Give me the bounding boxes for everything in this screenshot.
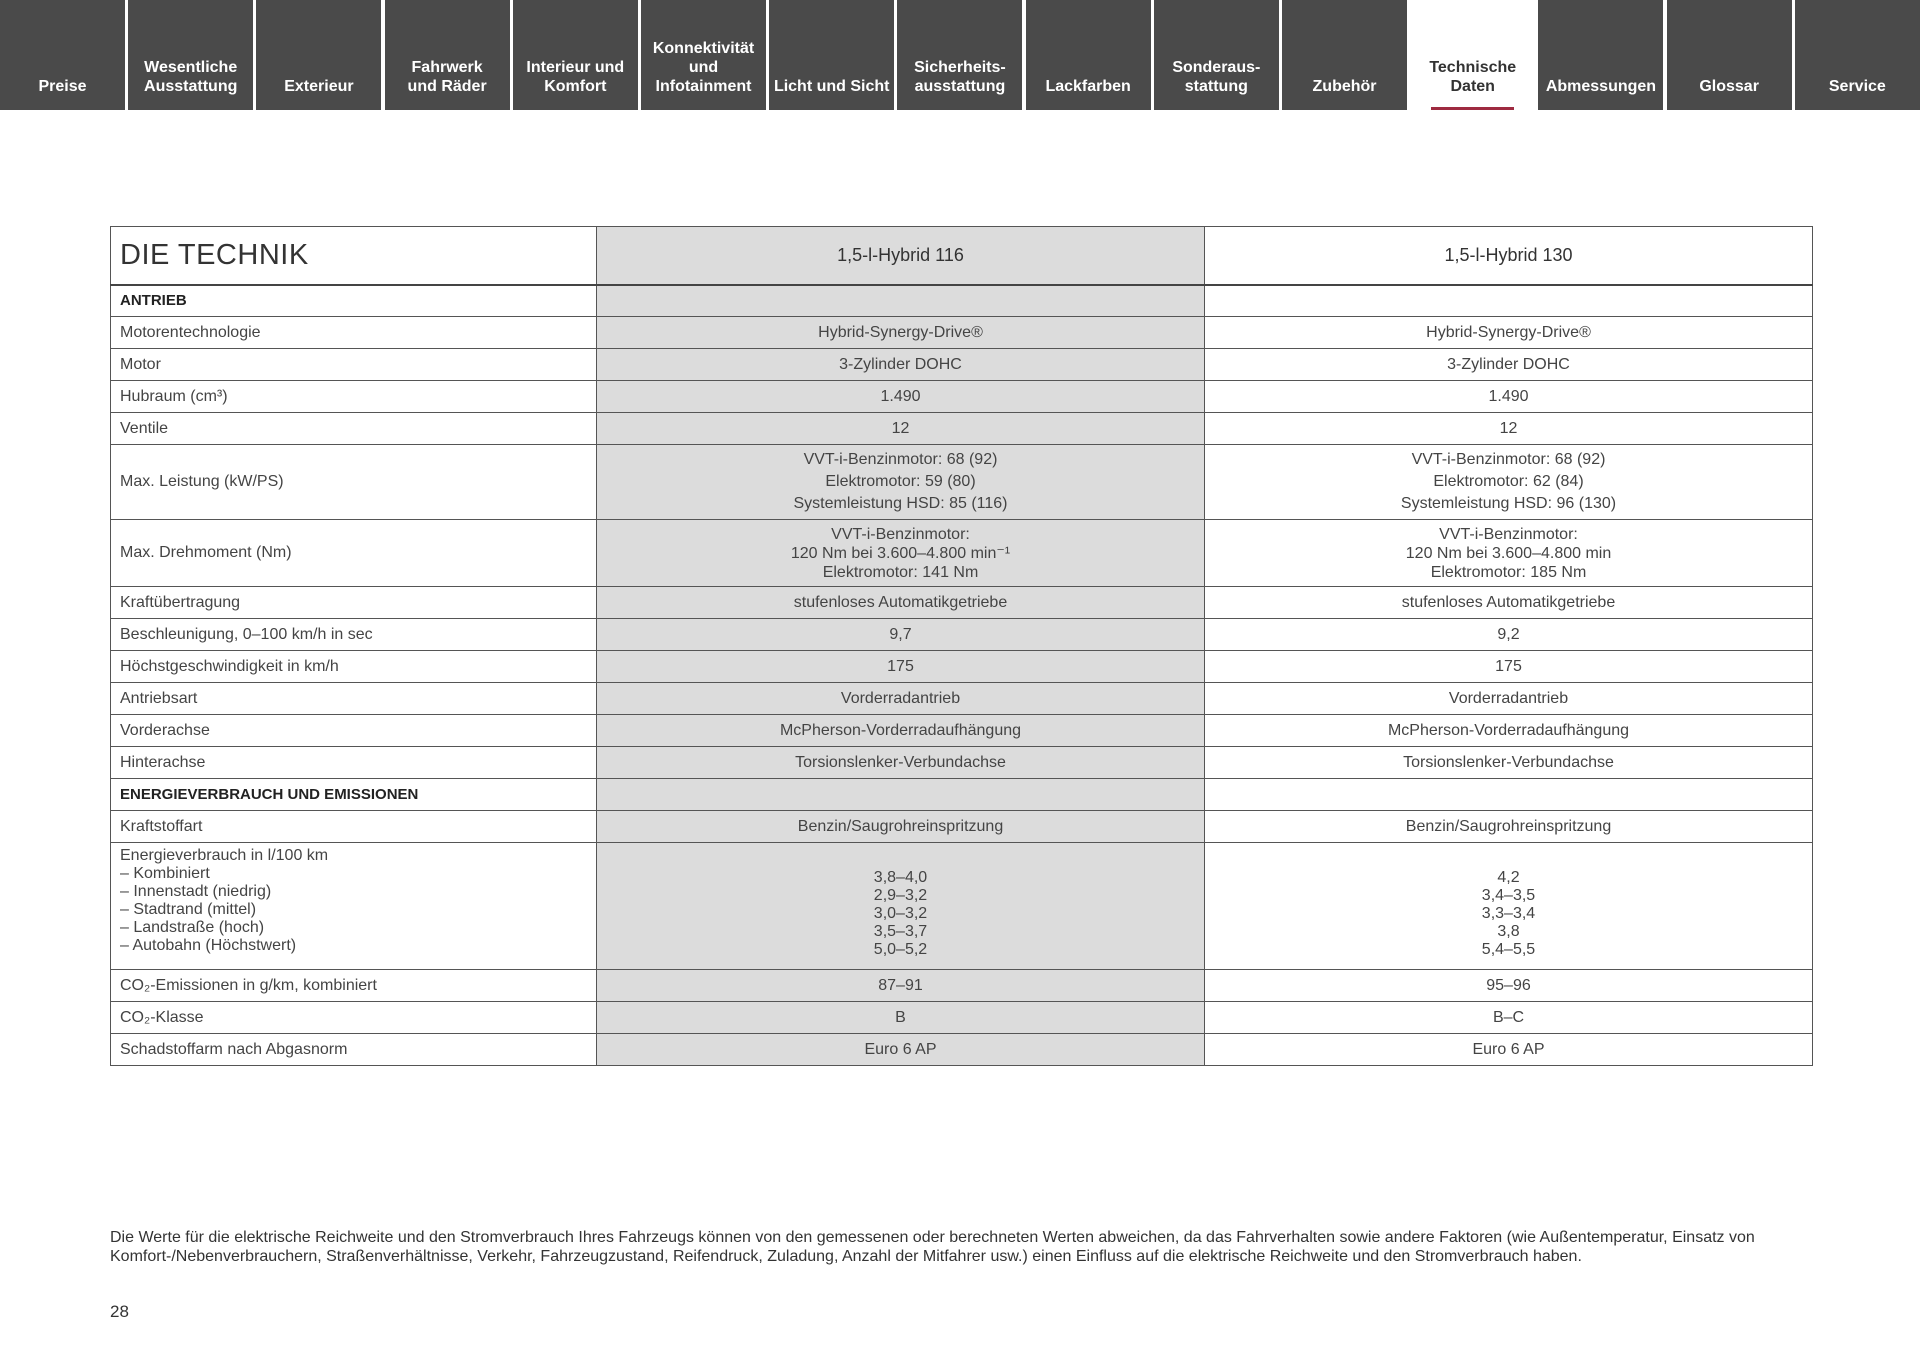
tab-fahrwerk-und-raeder[interactable]: Fahrwerk und Räder [385, 0, 510, 110]
section-nav [0, 0, 1920, 110]
cell-hybrid-116: Hybrid-Synergy-Drive® [597, 317, 1205, 349]
cell-hybrid-116: VVT-i-Benzinmotor: 120 Nm bei 3.600–4.800 min⁻¹ Elektromotor: 141 Nm [597, 520, 1205, 587]
row-label: CO₂-Klasse [111, 1002, 597, 1034]
tab-lackfarben[interactable]: Lackfarben [1026, 0, 1151, 110]
cell-hybrid-130: Vorderradantrieb [1205, 683, 1813, 715]
table-row [111, 1034, 1813, 1066]
footnote: Die Werte für die elektrische Reichweite und den Stromverbrauch Ihres Fahrzeugs können von den gemessenen oder berechneten Werten abweichen, da das Fahrverhalten sowie andere Faktoren (wie Außentemperatur, Einsatz von Komfort-/Nebenverbrauchern, Straßenverhältnisse, Verkehr, Fahrzeugzustand, Reifendruck, Zuladung, Anzahl der Mitfahrer usw.) einen Einfluss auf die elektrische Reichweite und den Stromverbrauch haben. [110, 1229, 1755, 1265]
table-row [111, 970, 1813, 1002]
cell-hybrid-130: 9,2 [1205, 619, 1813, 651]
tab-sicherheitsausstattung[interactable]: Sicherheits- ausstattung [897, 0, 1022, 110]
table-row [111, 520, 1813, 587]
cell-hybrid-130: VVT-i-Benzinmotor: 120 Nm bei 3.600–4.800 min Elektromotor: 185 Nm [1205, 520, 1813, 587]
table-row [111, 1002, 1813, 1034]
tab-exterieur[interactable]: Exterieur [256, 0, 381, 110]
row-label: CO₂-Emissionen in g/km, kombiniert [111, 970, 597, 1002]
row-label: Vorderachse [111, 715, 597, 747]
tab-interieur-und-komfort[interactable]: Interieur und Komfort [513, 0, 638, 110]
cell-hybrid-116: stufenloses Automatikgetriebe [597, 587, 1205, 619]
table-row [111, 445, 1813, 520]
cell-hybrid-116: 12 [597, 413, 1205, 445]
table-row [111, 413, 1813, 445]
cell-hybrid-116: 87–91 [597, 970, 1205, 1002]
cell-hybrid-116: VVT-i-Benzinmotor: 68 (92) Elektromotor: 59 (80) Systemleistung HSD: 85 (116) [597, 445, 1205, 520]
section-heading: ENERGIEVERBRAUCH UND EMISSIONEN [111, 779, 597, 811]
table-row [111, 317, 1813, 349]
cell-hybrid-130: McPherson-Vorderradaufhängung [1205, 715, 1813, 747]
section-heading: ANTRIEB [111, 285, 597, 317]
tab-technische-daten[interactable]: Technische Daten [1410, 0, 1535, 110]
tab-konnektivitaet[interactable]: Konnektivität und Infotainment [641, 0, 766, 110]
table-row [111, 811, 1813, 843]
row-label: Antriebsart [111, 683, 597, 715]
row-label: Motorentechnologie [111, 317, 597, 349]
cell-hybrid-130: 4,2 3,4–3,5 3,3–3,4 3,8 5,4–5,5 [1205, 843, 1813, 970]
section-row-antrieb [111, 285, 1813, 317]
table-row [111, 381, 1813, 413]
row-label: Höchstgeschwindigkeit in km/h [111, 651, 597, 683]
row-label: Max. Drehmoment (Nm) [111, 520, 597, 587]
tab-sonderausstattung[interactable]: Sonderaus- stattung [1154, 0, 1279, 110]
row-label: Kraftübertragung [111, 587, 597, 619]
cell-hybrid-116: 3,8–4,0 2,9–3,2 3,0–3,2 3,5–3,7 5,0–5,2 [597, 843, 1205, 970]
cell-hybrid-130: stufenloses Automatikgetriebe [1205, 587, 1813, 619]
tab-abmessungen[interactable]: Abmessungen [1538, 0, 1663, 110]
tab-licht-und-sicht[interactable]: Licht und Sicht [769, 0, 894, 110]
cell-hybrid-116: 9,7 [597, 619, 1205, 651]
cell-hybrid-130: 3-Zylinder DOHC [1205, 349, 1813, 381]
row-label: Ventile [111, 413, 597, 445]
cell-hybrid-130: Benzin/Saugrohreinspritzung [1205, 811, 1813, 843]
cell-hybrid-116: 175 [597, 651, 1205, 683]
row-label: Hubraum (cm³) [111, 381, 597, 413]
table-row [111, 619, 1813, 651]
table-row [111, 843, 1813, 970]
row-label: Kraftstoffart [111, 811, 597, 843]
table-row [111, 349, 1813, 381]
cell-hybrid-116: B [597, 1002, 1205, 1034]
column-header-hybrid-130: 1,5-l-Hybrid 130 [1205, 227, 1813, 285]
table-row [111, 683, 1813, 715]
row-label: Motor [111, 349, 597, 381]
row-label: Hinterachse [111, 747, 597, 779]
tab-glossar[interactable]: Glossar [1667, 0, 1792, 110]
cell-hybrid-116: Vorderradantrieb [597, 683, 1205, 715]
cell-hybrid-116: 1.490 [597, 381, 1205, 413]
cell-hybrid-130: Torsionslenker-Verbundachse [1205, 747, 1813, 779]
page-number: 28 [110, 1302, 129, 1321]
row-label: Energieverbrauch in l/100 km – Kombiniert – Innenstadt (niedrig) – Stadtrand (mittel) – Landstraße (hoch) – Autobahn (Höchstwert) [111, 843, 597, 970]
tab-wesentliche-ausstattung[interactable]: Wesentliche Ausstattung [128, 0, 253, 110]
tab-preise[interactable]: Preise [0, 0, 125, 110]
table-row [111, 715, 1813, 747]
table-header-row [111, 227, 1813, 285]
cell-hybrid-116: McPherson-Vorderradaufhängung [597, 715, 1205, 747]
tab-zubehoer[interactable]: Zubehör [1282, 0, 1407, 110]
cell-hybrid-130: 1.490 [1205, 381, 1813, 413]
table-row [111, 651, 1813, 683]
cell-hybrid-130: VVT-i-Benzinmotor: 68 (92) Elektromotor: 62 (84) Systemleistung HSD: 96 (130) [1205, 445, 1813, 520]
cell-hybrid-130: Hybrid-Synergy-Drive® [1205, 317, 1813, 349]
cell-hybrid-130: Euro 6 AP [1205, 1034, 1813, 1066]
cell-hybrid-116: Benzin/Saugrohreinspritzung [597, 811, 1205, 843]
cell-hybrid-116: Torsionslenker-Verbundachse [597, 747, 1205, 779]
table-row [111, 587, 1813, 619]
table-title: DIE TECHNIK [111, 227, 597, 285]
cell-hybrid-130: 12 [1205, 413, 1813, 445]
section-row-energieverbrauch [111, 779, 1813, 811]
tab-service[interactable]: Service [1795, 0, 1920, 110]
cell-hybrid-130: B–C [1205, 1002, 1813, 1034]
cell-hybrid-130: 175 [1205, 651, 1813, 683]
table-row [111, 747, 1813, 779]
spec-table [110, 226, 1813, 1066]
cell-hybrid-130: 95–96 [1205, 970, 1813, 1002]
row-label: Schadstoffarm nach Abgasnorm [111, 1034, 597, 1066]
column-header-hybrid-116: 1,5-l-Hybrid 116 [597, 227, 1205, 285]
row-label: Max. Leistung (kW/PS) [111, 445, 597, 520]
cell-hybrid-116: Euro 6 AP [597, 1034, 1205, 1066]
row-label: Beschleunigung, 0–100 km/h in sec [111, 619, 597, 651]
cell-hybrid-116: 3-Zylinder DOHC [597, 349, 1205, 381]
